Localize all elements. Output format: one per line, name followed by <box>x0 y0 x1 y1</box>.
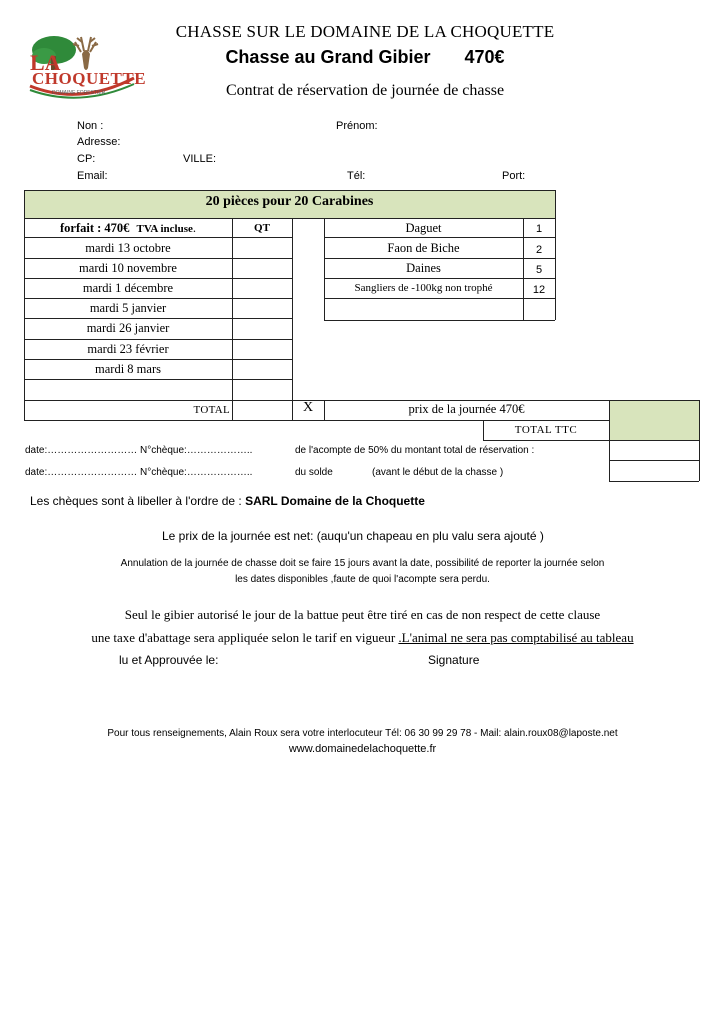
field-port: Port: <box>502 170 526 182</box>
ttc-amount-box <box>609 400 699 440</box>
clause-text: une taxe d'abattage sera appliquée selon le tarif en vigueur <box>91 630 399 645</box>
field-prenom: Prénom: <box>336 120 378 132</box>
gibier-count: 12 <box>532 284 546 296</box>
table-banner: 20 pièces pour 20 Carabines <box>205 194 374 209</box>
prix-net-note: Le prix de la journée est net: (auqu'un chapeau en plu valu sera ajouté ) <box>162 529 544 543</box>
gibier-count: 5 <box>535 264 543 276</box>
forfait-label: forfait <box>59 221 94 235</box>
date-row: mardi 5 janvier <box>89 301 167 315</box>
field-cp: CP: <box>77 153 96 165</box>
subtitle-text: Chasse au Grand Gibier <box>225 47 431 67</box>
logo-line2: CHOQUETTE <box>32 69 147 88</box>
solde-date-line: date:……………………… N°chèque:……………….. <box>25 467 253 478</box>
field-email: Email: <box>77 170 108 182</box>
date-row: mardi 10 novembre <box>79 261 177 275</box>
document-subtitle <box>150 47 580 68</box>
gibier-name: Faon de Biche <box>387 241 460 255</box>
logo-line1: LA <box>30 50 61 75</box>
gibier-count: 1 <box>535 223 543 235</box>
signature-label: Signature <box>428 653 480 667</box>
solde-note: (avant le début de la chasse ) <box>372 467 504 478</box>
annulation-line-1: Annulation de la journée de chasse doit se faire 15 jours avant la date, possibilité de reporter la journée selon <box>120 558 605 569</box>
forfait-tva: TVA incluse <box>136 223 193 235</box>
lu-approuve: lu et Approuvée le: <box>119 653 219 667</box>
gibier-name: Sangliers de -100kg non trophé <box>354 282 493 294</box>
solde-text: du solde <box>295 467 333 478</box>
field-adresse: Adresse: <box>77 136 121 148</box>
date-row: mardi 8 mars <box>95 362 161 376</box>
gibier-name: Daines <box>406 261 441 275</box>
date-row: mardi 1 décembre <box>82 281 174 295</box>
date-row: mardi 26 janvier <box>86 321 170 335</box>
clause-line-1: Seul le gibier autorisé le jour de la battue peut être tiré en cas de non respect de cette clause <box>124 607 601 622</box>
date-row: mardi 13 octobre <box>85 241 171 255</box>
multiply-x: X <box>302 400 314 415</box>
logo-tagline: DOMAINE FORESTIER <box>52 90 106 96</box>
document-title: CHASSE SUR LE DOMAINE DE LA CHOQUETTE <box>175 22 555 41</box>
clause-line-2 <box>80 630 645 646</box>
total-label: TOTAL <box>193 404 230 416</box>
acompte-text: de l'acompte de 50% du montant total de réservation : <box>295 445 535 456</box>
annulation-line-2: les dates disponibles ,faute de quoi l'acompte sera perdu. <box>235 574 490 585</box>
prix-journee: prix de la journée 470€ <box>408 402 525 416</box>
gibier-count: 2 <box>535 244 543 256</box>
field-ville: VILLE: <box>183 153 217 165</box>
field-tel: Tél: <box>347 170 366 182</box>
forfait-price: : 470€ <box>97 221 130 235</box>
acompte-date-line: date:……………………… N°chèque:……………….. <box>25 445 253 456</box>
forfait-dot: . <box>192 221 197 235</box>
total-ttc-label: TOTAL TTC <box>514 424 578 436</box>
qt-header: QT <box>254 222 270 234</box>
gibier-name: Daguet <box>405 221 442 235</box>
footer-website[interactable]: www.domainedelachoquette.fr <box>288 743 437 755</box>
forfait-cell <box>24 219 232 238</box>
contract-title: Contrat de réservation de journée de chasse <box>225 82 505 99</box>
cheques-prefix: Les chèques sont à libeller à l'ordre de : <box>30 494 246 508</box>
date-row: mardi 23 février <box>87 342 169 356</box>
domaine-logo <box>24 24 147 104</box>
field-nom: Non : <box>77 120 104 132</box>
subtitle-price: 470€ <box>464 47 505 67</box>
footer-contact: Pour tous renseignements, Alain Roux sera votre interlocuteur Tél: 06 30 99 29 78 - Mail: alain.roux08@laposte.net <box>107 728 618 739</box>
clause-underlined: .L'animal ne sera pas comptabilisé au tableau <box>398 630 634 645</box>
cheques-beneficiary: SARL Domaine de la Choquette <box>245 494 425 508</box>
cheques-line <box>30 494 425 508</box>
